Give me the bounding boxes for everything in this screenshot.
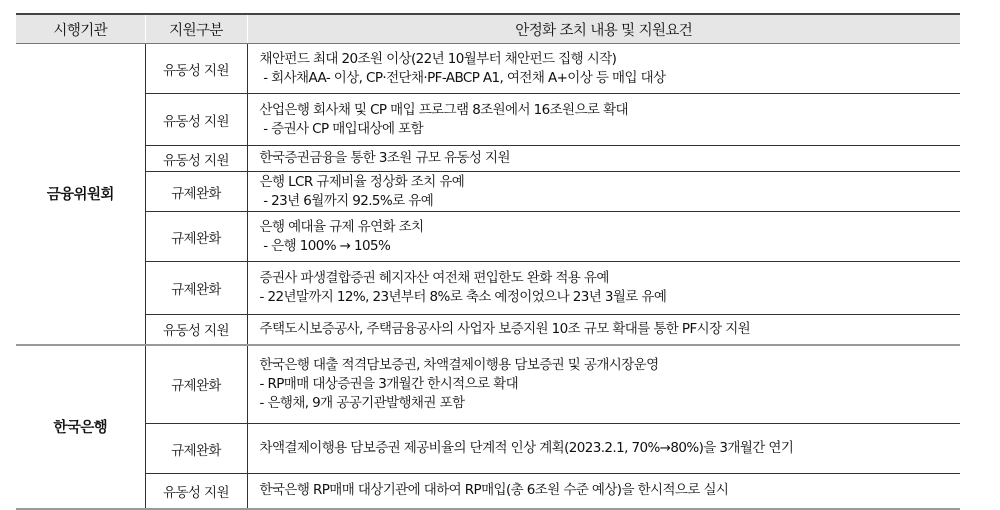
measure-line: - 23년 6월까지 92.5%로 유예 [259,192,434,209]
header-row [16,14,960,44]
header-kind: 지원구분 [145,14,247,44]
measure-line: 주택도시보증공사, 주택금융공사의 사업자 보증지원 10조 규모 확대를 통한 PF시장 지원 [259,320,751,337]
measure-line: - 은행채, 9개 공공기관발행채권 포함 [259,394,465,411]
table-row [16,146,960,172]
measure-line: 한국증권금융을 통한 3조원 규모 유동성 지원 [259,150,510,166]
support-type-cell: 규제완화 [145,262,247,315]
measure-line: - 은행 100% → 105% [259,237,391,254]
support-type-cell: 유동성 지원 [145,94,247,146]
measure-content-cell [247,94,960,146]
measure-line: 차액결제이행용 담보증권 제공비율의 단계적 인상 계획(2023.2.1, 70%→80%)을 3개월간 연기 [259,440,794,456]
measure-content-cell [247,262,960,315]
header-org: 시행기관 [16,14,145,44]
measure-line: - 회사채AA- 이상, CP·전단채·PF-ABCP A1, 여전채 A+이상 등 매입 대상 [259,69,666,86]
measure-content-cell [247,474,960,509]
measure-line: - RP매매 대상증권을 3개월간 한시적으로 확대 [259,375,519,392]
table-row [16,262,960,315]
measure-line: 은행 LCR 규제비율 정상화 조치 유예 [259,173,465,190]
table-row [16,44,960,94]
measure-line: - 증권사 CP 매입대상에 포함 [259,120,424,137]
measure-content-cell [247,424,960,474]
table-row [16,345,960,424]
measure-content-cell [247,315,960,345]
measure-line: - 22년말까지 12%, 23년부터 8%로 축소 예정이었으나 23년 3월로 유예 [259,289,667,305]
measure-content-cell [247,212,960,262]
table-row [16,172,960,212]
table-row [16,474,960,509]
support-type-cell: 규제완화 [145,212,247,262]
stabilization-measures-table [16,13,960,510]
support-type-cell: 규제완화 [145,172,247,212]
support-type-cell: 유동성 지원 [145,146,247,172]
support-type-cell: 규제완화 [145,345,247,424]
measure-content-cell [247,146,960,172]
measure-line: 증권사 파생결합증권 헤지자산 여전채 편입한도 완화 적용 유예 [259,270,609,286]
support-type-cell: 유동성 지원 [145,44,247,94]
support-type-cell: 규제완화 [145,424,247,474]
table-row [16,315,960,345]
measure-line: 한국은행 대출 적격담보증권, 차액결제이행용 담보증권 및 공개시장운영 [259,356,659,373]
measure-line: 채안펀드 최대 20조원 이상(22년 10월부터 채안펀드 집행 시작) [259,50,617,67]
table-row [16,424,960,474]
org-cell: 금융위원회 [46,187,114,204]
measure-line: 산업은행 회사채 및 CP 매입 프로그램 8조원에서 16조원으로 확대 [259,101,628,118]
measure-content-cell [247,44,960,94]
table-row [16,212,960,262]
table-row [16,94,960,146]
support-type-cell: 유동성 지원 [145,315,247,345]
measure-line: 은행 예대율 규제 유연화 조치 [259,218,424,235]
header-content: 안정화 조치 내용 및 지원요건 [247,14,960,44]
measure-content-cell [247,172,960,212]
support-type-cell: 유동성 지원 [145,474,247,509]
measure-content-cell [247,345,960,424]
org-cell: 한국은행 [16,345,145,509]
measure-line: 한국은행 RP매매 대상기관에 대하여 RP매입(총 6조원 수준 예상)을 한시적으로 실시 [259,482,729,499]
